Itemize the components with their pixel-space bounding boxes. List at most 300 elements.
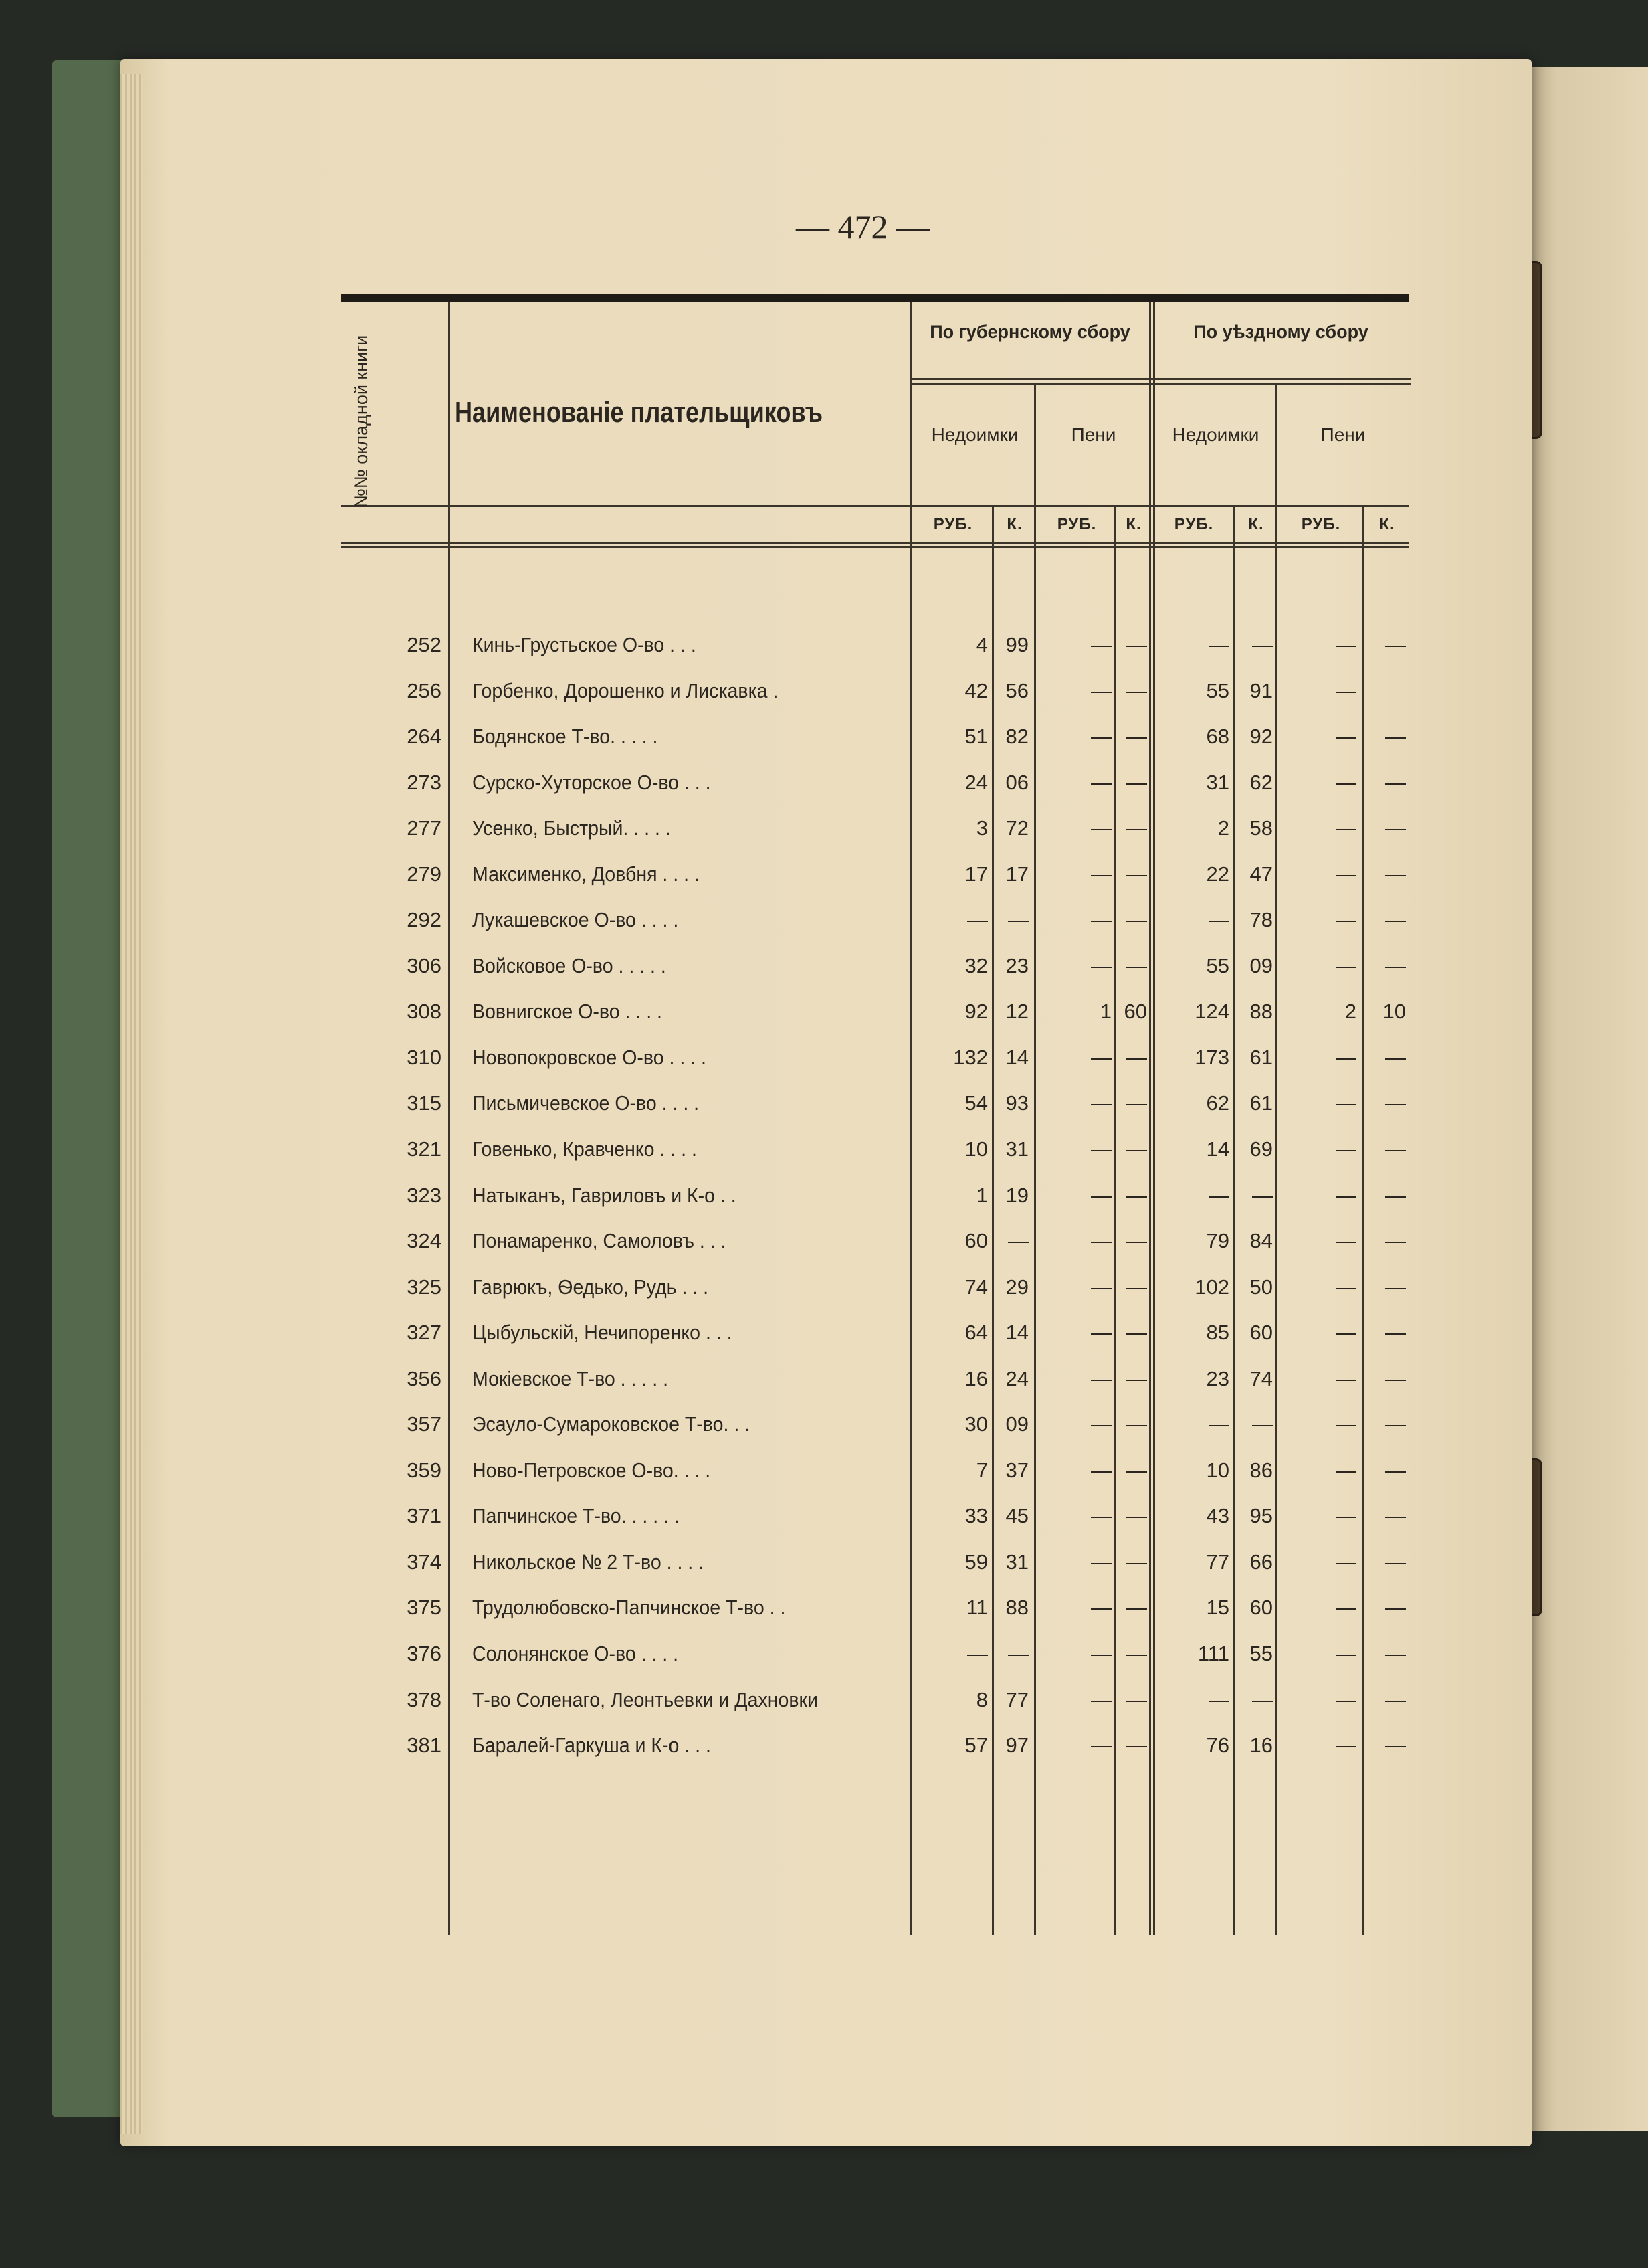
gubern-arrears-kop: 31 — [1005, 1549, 1029, 1574]
gubern-arrears-kop: 17 — [1005, 862, 1029, 886]
book-number: 264 — [407, 725, 441, 749]
gubern-penalty-rub: — — [1091, 725, 1112, 749]
gubern-penalty-kop: — — [1126, 1137, 1147, 1161]
table-row — [341, 1723, 1409, 1769]
table-row — [341, 1539, 1409, 1586]
uezd-arrears-kop: 88 — [1249, 1000, 1273, 1024]
gubern-arrears-rub: 42 — [964, 678, 988, 702]
header-divider — [910, 383, 1411, 385]
uezd-arrears-kop: 84 — [1249, 1229, 1273, 1253]
uezd-penalty-kop: — — [1385, 1733, 1406, 1758]
gubern-penalty-kop: — — [1126, 1687, 1147, 1711]
uezd-penalty-kop: — — [1385, 908, 1406, 932]
table-row — [341, 622, 1409, 668]
gubern-penalty-rub: — — [1091, 1045, 1112, 1069]
payer-name: Натыканъ, Гавриловъ и К-о . . — [472, 1183, 736, 1207]
book-number: 375 — [407, 1596, 441, 1620]
gubern-penalty-rub: 1 — [1100, 1000, 1112, 1024]
gubern-arrears-rub: 24 — [964, 770, 988, 794]
gubern-penalty-rub: — — [1091, 1458, 1112, 1482]
uezd-penalty-rub: — — [1336, 678, 1356, 702]
gubern-penalty-rub: — — [1091, 862, 1112, 886]
uezd-arrears-rub: — — [1209, 908, 1229, 932]
uezd-arrears-rub: 15 — [1206, 1596, 1229, 1620]
uezd-penalty-rub: — — [1336, 862, 1356, 886]
book-number: 256 — [407, 678, 441, 702]
payer-name: Понамаренко, Самоловъ . . . — [472, 1229, 726, 1253]
payer-name: Новопокровское О-во . . . . — [472, 1045, 706, 1069]
header-book-number: №№ окладной книги — [351, 335, 371, 508]
book-number: 324 — [407, 1229, 441, 1253]
header-rubles: РУБ. — [1057, 515, 1097, 533]
table-top-rule — [341, 294, 1409, 302]
table-body — [341, 622, 1409, 1769]
gubern-penalty-rub: — — [1091, 1412, 1112, 1436]
uezd-penalty-kop: — — [1385, 1504, 1406, 1528]
uezd-penalty-kop: 10 — [1382, 1000, 1406, 1024]
table-row — [341, 1493, 1409, 1539]
gubern-penalty-kop: — — [1126, 1274, 1147, 1299]
gubern-arrears-kop: 06 — [1005, 770, 1029, 794]
gubern-penalty-kop: — — [1126, 1183, 1147, 1207]
table-row — [341, 1585, 1409, 1631]
uezd-arrears-rub: — — [1209, 633, 1229, 656]
payer-name: Лукашевское О-во . . . . — [472, 908, 679, 932]
uezd-arrears-kop: 60 — [1249, 1321, 1273, 1345]
gubern-arrears-kop: 14 — [1005, 1321, 1029, 1345]
gubern-penalty-rub: — — [1091, 633, 1112, 656]
gubern-arrears-kop: 77 — [1005, 1687, 1029, 1711]
header-kopecks: К. — [1379, 515, 1395, 533]
gubern-penalty-rub: — — [1091, 1733, 1112, 1758]
table-row — [341, 668, 1409, 715]
table-row — [341, 1631, 1409, 1677]
uezd-penalty-rub: — — [1336, 1274, 1356, 1299]
table-row — [341, 1264, 1409, 1311]
uezd-penalty-kop: — — [1385, 1321, 1406, 1345]
header-rubles: РУБ. — [1174, 515, 1214, 533]
uezd-penalty-kop: — — [1385, 1412, 1406, 1436]
gubern-penalty-rub: — — [1091, 1274, 1112, 1299]
book-number: 357 — [407, 1412, 441, 1436]
gubern-penalty-kop: — — [1126, 678, 1147, 702]
gubern-arrears-kop: — — [1008, 1642, 1029, 1666]
table-row — [341, 1448, 1409, 1494]
uezd-arrears-kop: 50 — [1249, 1274, 1273, 1299]
gubern-penalty-rub: — — [1091, 1504, 1112, 1528]
payer-name: Бодянское Т-во. . . . . — [472, 725, 658, 749]
payer-name: Эсаулo-Сумароковское Т-во. . . — [472, 1412, 750, 1436]
uezd-penalty-kop: — — [1385, 1366, 1406, 1390]
uezd-arrears-kop: 61 — [1249, 1091, 1273, 1115]
payer-name: Т-во Соленаго, Леонтьевки и Дахновки — [472, 1687, 818, 1711]
page-number: — 472 — — [796, 208, 930, 246]
uezd-arrears-kop: 16 — [1249, 1733, 1273, 1758]
uezd-arrears-rub: 76 — [1206, 1733, 1229, 1758]
uezd-arrears-kop: 95 — [1249, 1504, 1273, 1528]
uezd-arrears-kop: 60 — [1249, 1596, 1273, 1620]
gubern-penalty-kop: — — [1126, 1045, 1147, 1069]
uezd-arrears-rub: 124 — [1195, 1000, 1229, 1024]
gubern-arrears-kop: — — [1008, 1229, 1029, 1253]
gubern-arrears-kop: 31 — [1005, 1137, 1029, 1161]
header-gubernia-levy: По губернскому сбору — [930, 322, 1130, 342]
uezd-arrears-kop: 58 — [1249, 816, 1273, 840]
book-number: 323 — [407, 1183, 441, 1207]
page-edges — [120, 74, 143, 2134]
uezd-penalty-rub: — — [1336, 1458, 1356, 1482]
table-row — [341, 1127, 1409, 1173]
payer-name: Письмичевское О-во . . . . — [472, 1091, 700, 1115]
gubern-penalty-rub: — — [1091, 1137, 1112, 1161]
book-number: 327 — [407, 1321, 441, 1345]
uezd-penalty-rub: 2 — [1344, 1000, 1356, 1024]
gubern-penalty-rub: — — [1091, 678, 1112, 702]
book-number: 252 — [407, 633, 441, 656]
gubern-penalty-kop: — — [1126, 816, 1147, 840]
gubern-arrears-rub: 32 — [964, 953, 988, 977]
gubern-arrears-kop: 19 — [1005, 1183, 1029, 1207]
uezd-penalty-rub: — — [1336, 1642, 1356, 1666]
gubern-penalty-kop: — — [1126, 1642, 1147, 1666]
gubern-penalty-kop: — — [1126, 1596, 1147, 1620]
gubern-arrears-rub: 33 — [964, 1504, 988, 1528]
uezd-penalty-rub: — — [1336, 1091, 1356, 1115]
table-row — [341, 1173, 1409, 1219]
payer-name: Солонянское О-во . . . . — [472, 1642, 679, 1666]
table-row — [341, 714, 1409, 760]
uezd-arrears-kop: 78 — [1249, 908, 1273, 932]
book-number: 374 — [407, 1549, 441, 1574]
gubern-arrears-rub: 59 — [964, 1549, 988, 1574]
gubern-penalty-rub: — — [1091, 1596, 1112, 1620]
book-number: 381 — [407, 1733, 441, 1758]
gubern-penalty-kop: — — [1126, 862, 1147, 886]
gubern-penalty-rub: — — [1091, 1642, 1112, 1666]
gubern-penalty-kop: — — [1126, 908, 1147, 932]
header-payer-name: Наименованіе плательщиковъ — [455, 396, 823, 429]
uezd-arrears-kop: 62 — [1249, 770, 1273, 794]
book-number: 277 — [407, 816, 441, 840]
gubern-penalty-kop: — — [1126, 1321, 1147, 1345]
gubern-arrears-kop: 97 — [1005, 1733, 1029, 1758]
book-number: 321 — [407, 1137, 441, 1161]
header-arrears: Недоимки — [1172, 424, 1259, 445]
header-divider — [341, 546, 1409, 548]
payer-name: Гаврюкъ, Ѳедько, Рудь . . . — [472, 1274, 709, 1299]
gubern-arrears-kop: 09 — [1005, 1412, 1029, 1436]
uezd-arrears-rub: 55 — [1206, 678, 1229, 702]
uezd-arrears-rub: — — [1209, 1412, 1229, 1436]
book-number: 292 — [407, 908, 441, 932]
uezd-arrears-kop: 69 — [1249, 1137, 1273, 1161]
payer-name: Мокіевское Т-во . . . . . — [472, 1366, 669, 1390]
gubern-penalty-rub: — — [1091, 1183, 1112, 1207]
uezd-arrears-rub: 111 — [1197, 1642, 1229, 1666]
payer-name: Говенько, Кравченко . . . . — [472, 1137, 697, 1161]
uezd-arrears-rub: 173 — [1195, 1045, 1229, 1069]
uezd-penalty-rub: — — [1336, 1045, 1356, 1069]
uezd-penalty-kop: — — [1385, 1458, 1406, 1482]
gubern-arrears-kop: 93 — [1005, 1091, 1029, 1115]
book-number: 325 — [407, 1274, 441, 1299]
gubern-penalty-kop: — — [1126, 725, 1147, 749]
payer-name: Баралей-Гаркуша и К-о . . . — [472, 1733, 711, 1758]
uezd-penalty-rub: — — [1336, 1366, 1356, 1390]
book-number: 279 — [407, 862, 441, 886]
table-row — [341, 852, 1409, 898]
gubern-arrears-rub: — — [967, 908, 988, 932]
gubern-penalty-kop: — — [1126, 1366, 1147, 1390]
uezd-arrears-kop: — — [1252, 1183, 1273, 1207]
uezd-penalty-rub: — — [1336, 1137, 1356, 1161]
uezd-arrears-kop: 86 — [1249, 1458, 1273, 1482]
payer-name: Цыбульскій, Нечипоренко . . . — [472, 1321, 732, 1345]
table-row — [341, 1356, 1409, 1402]
gubern-arrears-kop: 82 — [1005, 725, 1029, 749]
uezd-arrears-rub: — — [1209, 1687, 1229, 1711]
book-number: 356 — [407, 1366, 441, 1390]
table-row — [341, 897, 1409, 943]
header-kopecks: К. — [1007, 515, 1023, 533]
uezd-penalty-kop: — — [1385, 633, 1406, 656]
uezd-penalty-rub: — — [1336, 1321, 1356, 1345]
gubern-arrears-kop: 37 — [1005, 1458, 1029, 1482]
uezd-penalty-rub: — — [1336, 1229, 1356, 1253]
gubern-penalty-kop: — — [1126, 1091, 1147, 1115]
gubern-arrears-kop: 12 — [1005, 1000, 1029, 1024]
uezd-arrears-kop: 91 — [1249, 678, 1273, 702]
uezd-arrears-rub: 31 — [1206, 770, 1229, 794]
book-number: 308 — [407, 1000, 441, 1024]
uezd-arrears-kop: 92 — [1249, 725, 1273, 749]
uezd-arrears-rub: 14 — [1206, 1137, 1229, 1161]
gubern-arrears-rub: 74 — [964, 1274, 988, 1299]
payer-name: Ново-Петровское О-во. . . . — [472, 1458, 711, 1482]
uezd-penalty-rub: — — [1336, 816, 1356, 840]
uezd-arrears-rub: 2 — [1217, 816, 1229, 840]
gubern-arrears-rub: 60 — [964, 1229, 988, 1253]
uezd-arrears-kop: 61 — [1249, 1045, 1273, 1069]
header-kopecks: К. — [1248, 515, 1264, 533]
gubern-arrears-kop: 23 — [1005, 953, 1029, 977]
gubern-penalty-kop: — — [1126, 953, 1147, 977]
payer-name: Никольское № 2 Т-во . . . . — [472, 1549, 704, 1574]
uezd-arrears-rub: 79 — [1206, 1229, 1229, 1253]
arrears-table — [341, 294, 1409, 1940]
payer-name: Максименко, Довбня . . . . — [472, 862, 700, 886]
header-uezd-levy: По уѣздному сбору — [1193, 322, 1368, 342]
gubern-arrears-kop: 45 — [1005, 1504, 1029, 1528]
header-divider — [910, 378, 1411, 380]
gubern-penalty-kop: — — [1126, 1458, 1147, 1482]
uezd-arrears-kop: — — [1252, 1687, 1273, 1711]
gubern-arrears-rub: 10 — [964, 1137, 988, 1161]
table-row — [341, 989, 1409, 1035]
gubern-arrears-rub: 8 — [976, 1687, 988, 1711]
gubern-arrears-rub: 64 — [964, 1321, 988, 1345]
table-row — [341, 1310, 1409, 1356]
gubern-arrears-rub: 54 — [964, 1091, 988, 1115]
uezd-penalty-rub: — — [1336, 908, 1356, 932]
gubern-penalty-rub: — — [1091, 953, 1112, 977]
gubern-arrears-rub: 30 — [964, 1412, 988, 1436]
uezd-arrears-rub: 62 — [1206, 1091, 1229, 1115]
header-arrears: Недоимки — [931, 424, 1019, 445]
uezd-arrears-kop: — — [1252, 633, 1273, 656]
gubern-arrears-rub: 57 — [964, 1733, 988, 1758]
gubern-arrears-rub: 1 — [976, 1183, 988, 1207]
uezd-penalty-kop: — — [1385, 1596, 1406, 1620]
uezd-penalty-kop: — — [1385, 816, 1406, 840]
uezd-penalty-rub: — — [1336, 1504, 1356, 1528]
uezd-penalty-rub: — — [1336, 953, 1356, 977]
gubern-penalty-rub: — — [1091, 908, 1112, 932]
table-row — [341, 1218, 1409, 1264]
uezd-penalty-kop: — — [1385, 1183, 1406, 1207]
payer-name: Горбенко, Дорошенко и Лискавка . — [472, 678, 779, 702]
gubern-penalty-kop: — — [1126, 633, 1147, 656]
payer-name: Папчинское Т-во. . . . . . — [472, 1504, 680, 1528]
header-penalties: Пени — [1071, 424, 1116, 445]
gubern-arrears-rub: 4 — [976, 633, 988, 656]
gubern-penalty-rub: — — [1091, 1091, 1112, 1115]
table-row — [341, 1402, 1409, 1448]
uezd-penalty-kop: — — [1385, 1642, 1406, 1666]
gubern-penalty-kop: — — [1126, 1733, 1147, 1758]
gubern-penalty-rub: — — [1091, 1229, 1112, 1253]
uezd-penalty-rub: — — [1336, 725, 1356, 749]
uezd-arrears-rub: 102 — [1195, 1274, 1229, 1299]
gubern-arrears-rub: 92 — [964, 1000, 988, 1024]
book-number: 273 — [407, 770, 441, 794]
uezd-arrears-rub: 22 — [1206, 862, 1229, 886]
gubern-arrears-rub: 7 — [976, 1458, 988, 1482]
book-number: 371 — [407, 1504, 441, 1528]
uezd-penalty-kop: — — [1385, 1137, 1406, 1161]
uezd-penalty-kop: — — [1385, 1274, 1406, 1299]
payer-name: Усенко, Быстрый. . . . . — [472, 816, 671, 840]
uezd-penalty-kop: — — [1385, 1549, 1406, 1574]
header-rubles: РУБ. — [933, 515, 973, 533]
gubern-penalty-kop: — — [1126, 1229, 1147, 1253]
gubern-arrears-rub: 51 — [964, 725, 988, 749]
book-number: 376 — [407, 1642, 441, 1666]
uezd-penalty-rub: — — [1336, 1412, 1356, 1436]
gubern-penalty-rub: — — [1091, 1321, 1112, 1345]
gubern-penalty-rub: — — [1091, 816, 1112, 840]
uezd-penalty-kop: — — [1385, 1091, 1406, 1115]
gubern-arrears-kop: 56 — [1005, 678, 1029, 702]
uezd-penalty-kop: — — [1385, 953, 1406, 977]
uezd-arrears-kop: 66 — [1249, 1549, 1273, 1574]
gubern-arrears-rub: 3 — [976, 816, 988, 840]
uezd-arrears-rub: 23 — [1206, 1366, 1229, 1390]
gubern-arrears-kop: — — [1008, 908, 1029, 932]
gubern-arrears-kop: 14 — [1005, 1045, 1029, 1069]
header-divider — [341, 505, 1409, 507]
uezd-penalty-kop: — — [1385, 1229, 1406, 1253]
uezd-arrears-rub: 55 — [1206, 953, 1229, 977]
gubern-arrears-rub: 17 — [964, 862, 988, 886]
uezd-penalty-kop: — — [1385, 1045, 1406, 1069]
uezd-penalty-rub: — — [1336, 1733, 1356, 1758]
header-rubles: РУБ. — [1301, 515, 1341, 533]
uezd-arrears-kop: 47 — [1249, 862, 1273, 886]
table-row — [341, 806, 1409, 852]
uezd-arrears-kop: 55 — [1249, 1642, 1273, 1666]
gubern-penalty-kop: — — [1126, 1412, 1147, 1436]
table-row — [341, 943, 1409, 989]
table-row — [341, 1677, 1409, 1723]
gubern-penalty-kop: — — [1126, 1504, 1147, 1528]
uezd-penalty-kop: — — [1385, 725, 1406, 749]
uezd-penalty-rub: — — [1336, 1687, 1356, 1711]
gubern-arrears-rub: — — [967, 1642, 988, 1666]
uezd-penalty-kop: — — [1385, 1687, 1406, 1711]
payer-name: Войсковое О-во . . . . . — [472, 953, 666, 977]
payer-name: Вовнигское О-во . . . . — [472, 1000, 662, 1024]
payer-name: Кинь-Грустьское О-во . . . — [472, 633, 696, 656]
gubern-penalty-kop: — — [1126, 1549, 1147, 1574]
uezd-penalty-rub: — — [1336, 1596, 1356, 1620]
gubern-penalty-rub: — — [1091, 1549, 1112, 1574]
header-divider — [341, 542, 1409, 544]
gubern-arrears-rub: 11 — [966, 1596, 988, 1620]
uezd-arrears-kop: — — [1252, 1412, 1273, 1436]
uezd-penalty-kop: — — [1385, 770, 1406, 794]
table-row — [341, 1080, 1409, 1127]
gubern-arrears-kop: 29 — [1005, 1274, 1029, 1299]
header-penalties: Пени — [1320, 424, 1366, 445]
payer-name: Трудолюбовско-Папчинское Т-во . . — [472, 1596, 786, 1620]
uezd-arrears-rub: 77 — [1206, 1549, 1229, 1574]
uezd-arrears-rub: — — [1209, 1183, 1229, 1207]
gubern-arrears-rub: 16 — [964, 1366, 988, 1390]
book-number: 359 — [407, 1458, 441, 1482]
uezd-penalty-kop: — — [1385, 862, 1406, 886]
uezd-arrears-rub: 68 — [1206, 725, 1229, 749]
payer-name: Сурско-Хуторское О-во . . . — [472, 770, 711, 794]
book-number: 306 — [407, 953, 441, 977]
book-number: 310 — [407, 1045, 441, 1069]
gubern-penalty-kop: — — [1126, 770, 1147, 794]
uezd-penalty-rub: — — [1336, 1183, 1356, 1207]
gubern-arrears-kop: 24 — [1005, 1366, 1029, 1390]
uezd-penalty-rub: — — [1336, 1549, 1356, 1574]
uezd-penalty-rub: — — [1336, 770, 1356, 794]
gubern-penalty-rub: — — [1091, 1687, 1112, 1711]
gubern-penalty-rub: — — [1091, 1366, 1112, 1390]
table-row — [341, 1035, 1409, 1081]
uezd-arrears-kop: 09 — [1249, 953, 1273, 977]
book-number: 315 — [407, 1091, 441, 1115]
uezd-arrears-rub: 85 — [1206, 1321, 1229, 1345]
gubern-penalty-kop: 60 — [1124, 1000, 1147, 1024]
gubern-arrears-rub: 132 — [953, 1045, 988, 1069]
gubern-arrears-kop: 72 — [1005, 816, 1029, 840]
uezd-penalty-rub: — — [1336, 633, 1356, 656]
gubern-arrears-kop: 88 — [1005, 1596, 1029, 1620]
header-kopecks: К. — [1126, 515, 1142, 533]
uezd-arrears-rub: 10 — [1206, 1458, 1229, 1482]
book-number: 378 — [407, 1687, 441, 1711]
gubern-penalty-rub: — — [1091, 770, 1112, 794]
gubern-arrears-kop: 99 — [1005, 633, 1029, 656]
table-row — [341, 760, 1409, 806]
uezd-arrears-rub: 43 — [1206, 1504, 1229, 1528]
uezd-arrears-kop: 74 — [1249, 1366, 1273, 1390]
